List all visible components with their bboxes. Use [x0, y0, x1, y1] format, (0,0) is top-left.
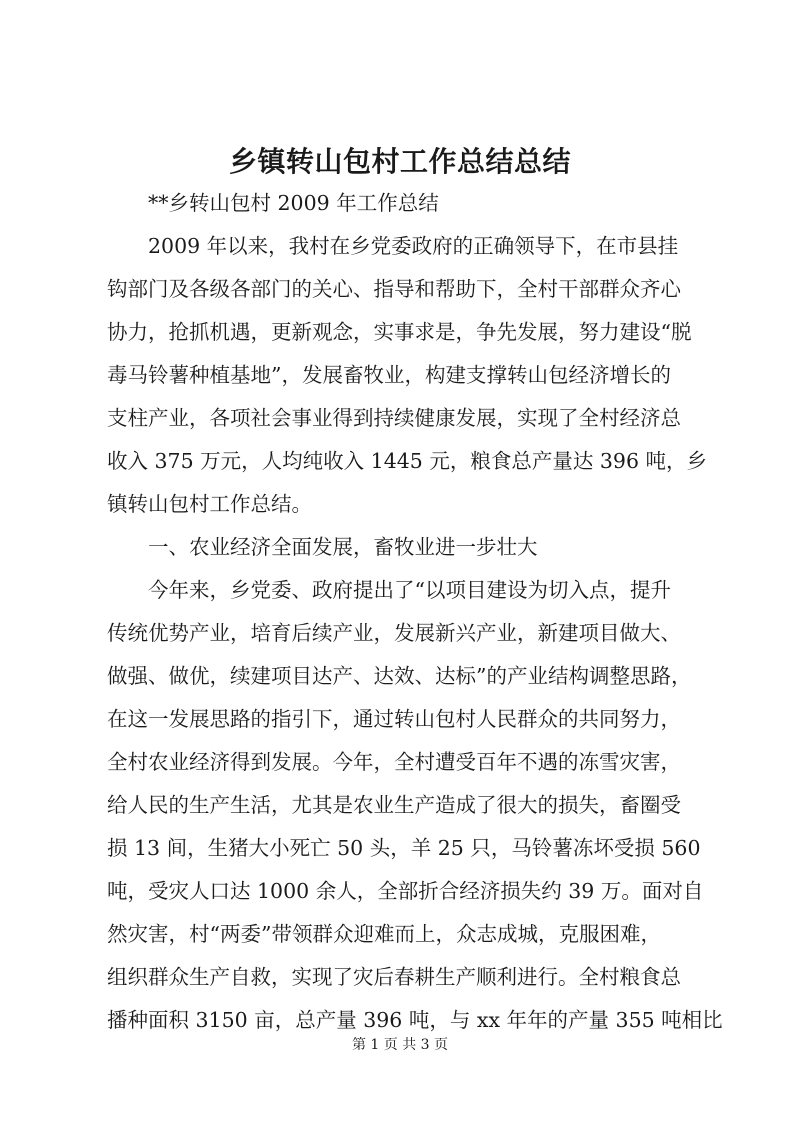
body-line: 今年来，乡党委、政府提出了“以项目建设为切入点，提升 — [148, 578, 671, 602]
page-number-footer: 第 1 页 共 3 页 — [351, 1037, 449, 1053]
body-line: 毒马铃薯种植基地”，发展畜牧业，构建支撑转山包经济增长的 — [107, 363, 671, 387]
body-line: 然灾害，村“两委”带领群众迎难而上，众志成城，克服困难， — [107, 922, 661, 946]
body-line: 2009 年以来，我村在乡党委政府的正确领导下，在市县挂 — [148, 234, 679, 258]
body-line: 协力，抢抓机遇，更新观念，实事求是，争先发展，努力建设“脱 — [107, 320, 692, 344]
body-line: 做强、做优，续建项目达产、达效、达标”的产业结构调整思路， — [107, 664, 692, 688]
body-line: 组织群众生产自救，实现了灾后春耕生产顺利进行。全村粮食总 — [107, 965, 681, 989]
body-line: 全村农业经济得到发展。今年，全村遭受百年不遇的冻雪灾害， — [107, 750, 681, 774]
body-line: 支柱产业，各项社会事业得到持续健康发展，实现了全村经济总 — [107, 406, 681, 430]
body-line: 钩部门及各级各部门的关心、指导和帮助下，全村干部群众齐心 — [107, 277, 681, 301]
body-line: 播种面积 3150 亩，总产量 396 吨，与 xx 年年的产量 355 吨相比 — [107, 1008, 723, 1032]
body-line: 吨，受灾人口达 1000 余人，全部折合经济损失约 39 万。面对自 — [107, 879, 704, 903]
subtitle-line: **乡转山包村 2009 年工作总结 — [148, 191, 439, 215]
body-line: 收入 375 万元，人均纯收入 1445 元，粮食总产量达 396 吨，乡 — [107, 449, 708, 473]
document-title: 乡镇转山包村工作总结总结 — [228, 145, 571, 178]
body-line: 镇转山包村工作总结。 — [107, 492, 312, 516]
section-heading: 一、农业经济全面发展，畜牧业进一步壮大 — [148, 535, 538, 559]
body-line: 损 13 间，生猪大小死亡 50 头，羊 25 只，马铃薯冻坏受损 560 — [107, 836, 701, 860]
body-line: 给人民的生产生活，尤其是农业生产造成了很大的损失，畜圈受 — [107, 793, 681, 817]
body-line: 传统优势产业，培育后续产业，发展新兴产业，新建项目做大、 — [107, 621, 681, 645]
body-line: 在这一发展思路的指引下，通过转山包村人民群众的共同努力， — [107, 707, 681, 731]
